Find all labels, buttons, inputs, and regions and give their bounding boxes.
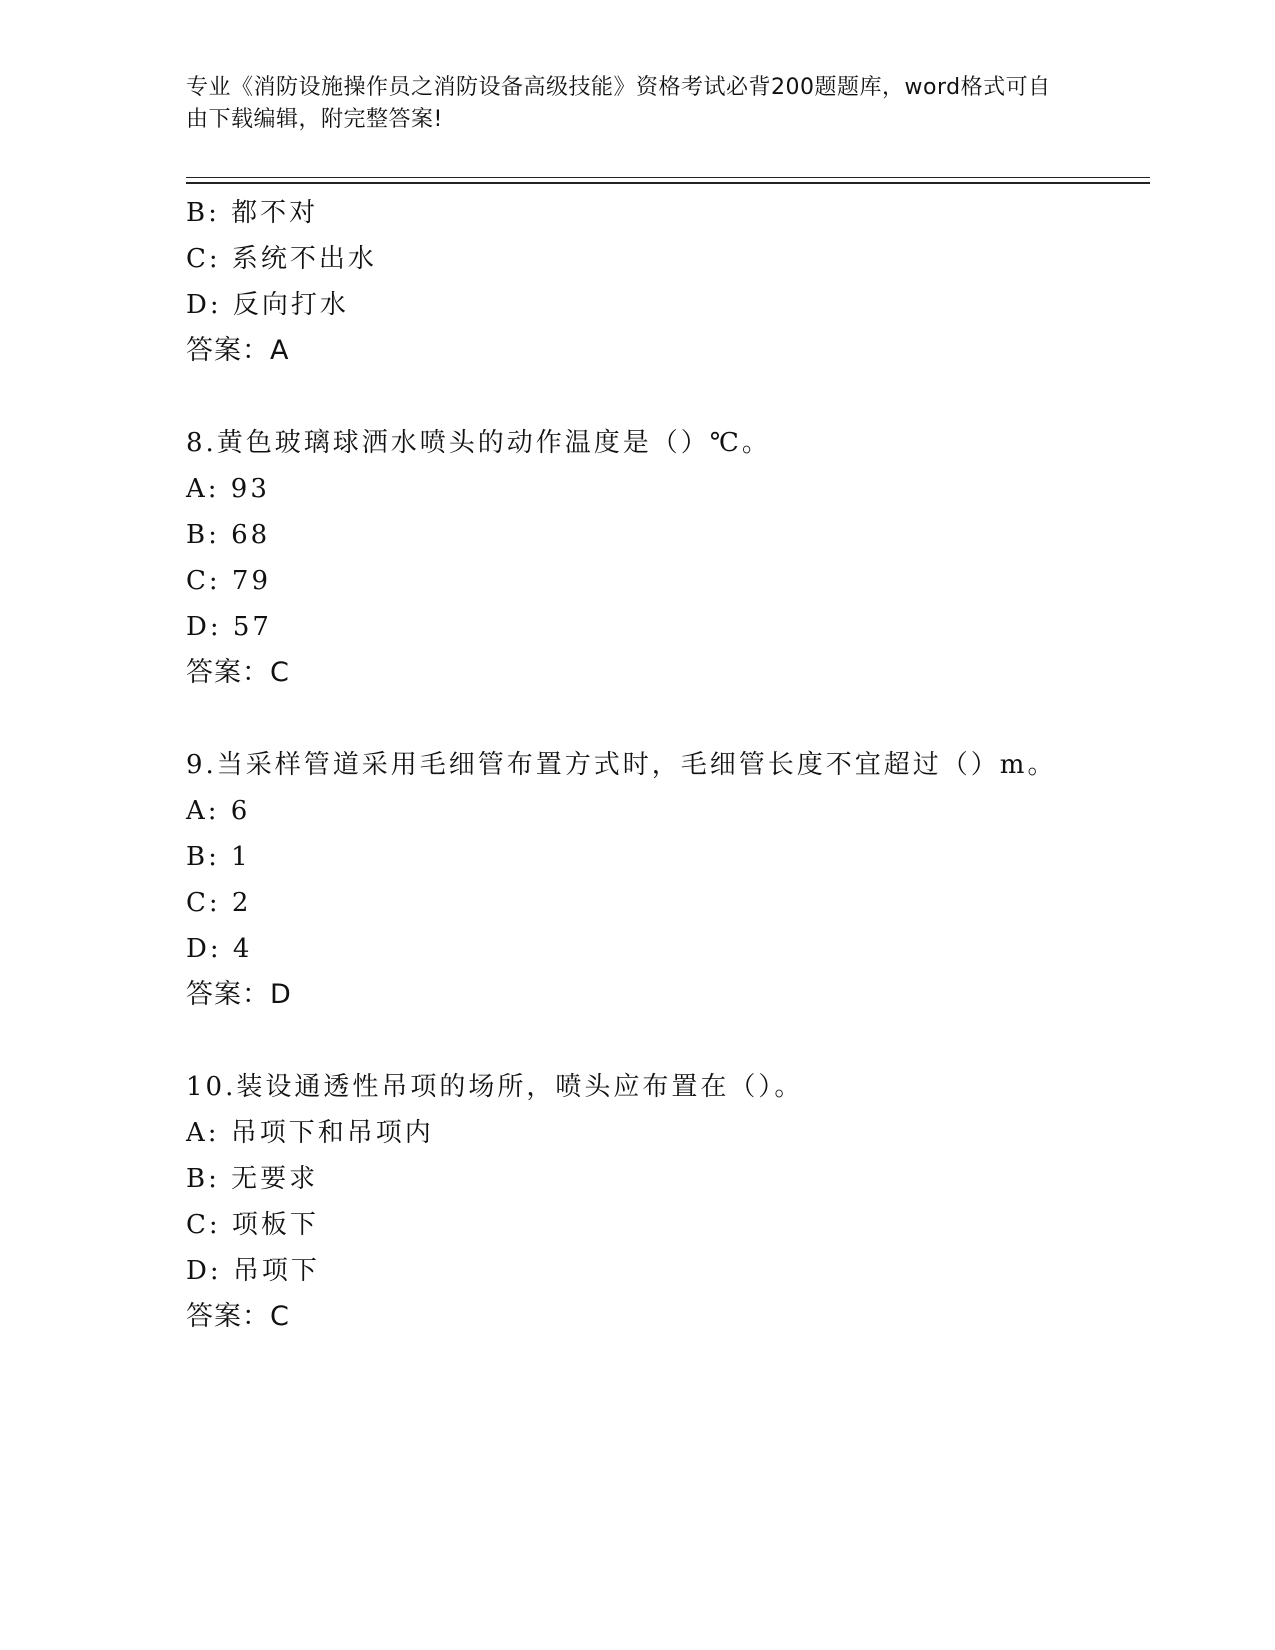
spacer <box>186 1018 1150 1064</box>
option-b: B: 68 <box>186 520 271 550</box>
question-list <box>186 190 1150 1340</box>
spacer <box>186 696 1150 742</box>
spacer <box>186 374 1150 420</box>
answer-line: 答案：C <box>186 657 290 688</box>
answer-line: 答案：D <box>186 979 292 1010</box>
answer-line: 答案：C <box>186 1301 290 1332</box>
answer-line: 答案：A <box>186 335 290 366</box>
option-c: C: 2 <box>186 888 252 918</box>
header-divider-thin <box>186 177 1150 178</box>
question-text: 9.当采样管道采用毛细管布置方式时，毛细管长度不宜超过（）m。 <box>186 750 1057 780</box>
header-divider-thick <box>186 182 1150 184</box>
option-d: D: 吊项下 <box>186 1256 320 1286</box>
option-c: C: 系统不出水 <box>186 244 377 274</box>
option-a: A: 吊项下和吊项内 <box>186 1118 434 1148</box>
continued-question-block <box>186 190 1150 374</box>
option-b: B: 都不对 <box>186 198 319 228</box>
option-d: D: 57 <box>186 612 272 642</box>
document-header: 专业《消防设施操作员之消防设备高级技能》资格考试必背200题题库，word格式可自由下载编辑，附完整答案! <box>186 75 1051 132</box>
question-block-10 <box>186 1064 1150 1340</box>
option-a: A: 6 <box>186 796 251 826</box>
question-block-8 <box>186 420 1150 696</box>
question-text: 10.装设通透性吊项的场所，喷头应布置在（）。 <box>186 1072 804 1102</box>
option-c: C: 79 <box>186 566 272 596</box>
option-a: A: 93 <box>186 474 270 504</box>
option-b: B: 1 <box>186 842 251 872</box>
option-c: C: 项板下 <box>186 1210 319 1240</box>
option-d: D: 4 <box>186 934 253 964</box>
option-d: D: 反向打水 <box>186 290 349 320</box>
question-block-9 <box>186 742 1150 1018</box>
option-b: B: 无要求 <box>186 1164 319 1194</box>
question-text: 8.黄色玻璃球洒水喷头的动作温度是（）℃。 <box>186 428 771 458</box>
